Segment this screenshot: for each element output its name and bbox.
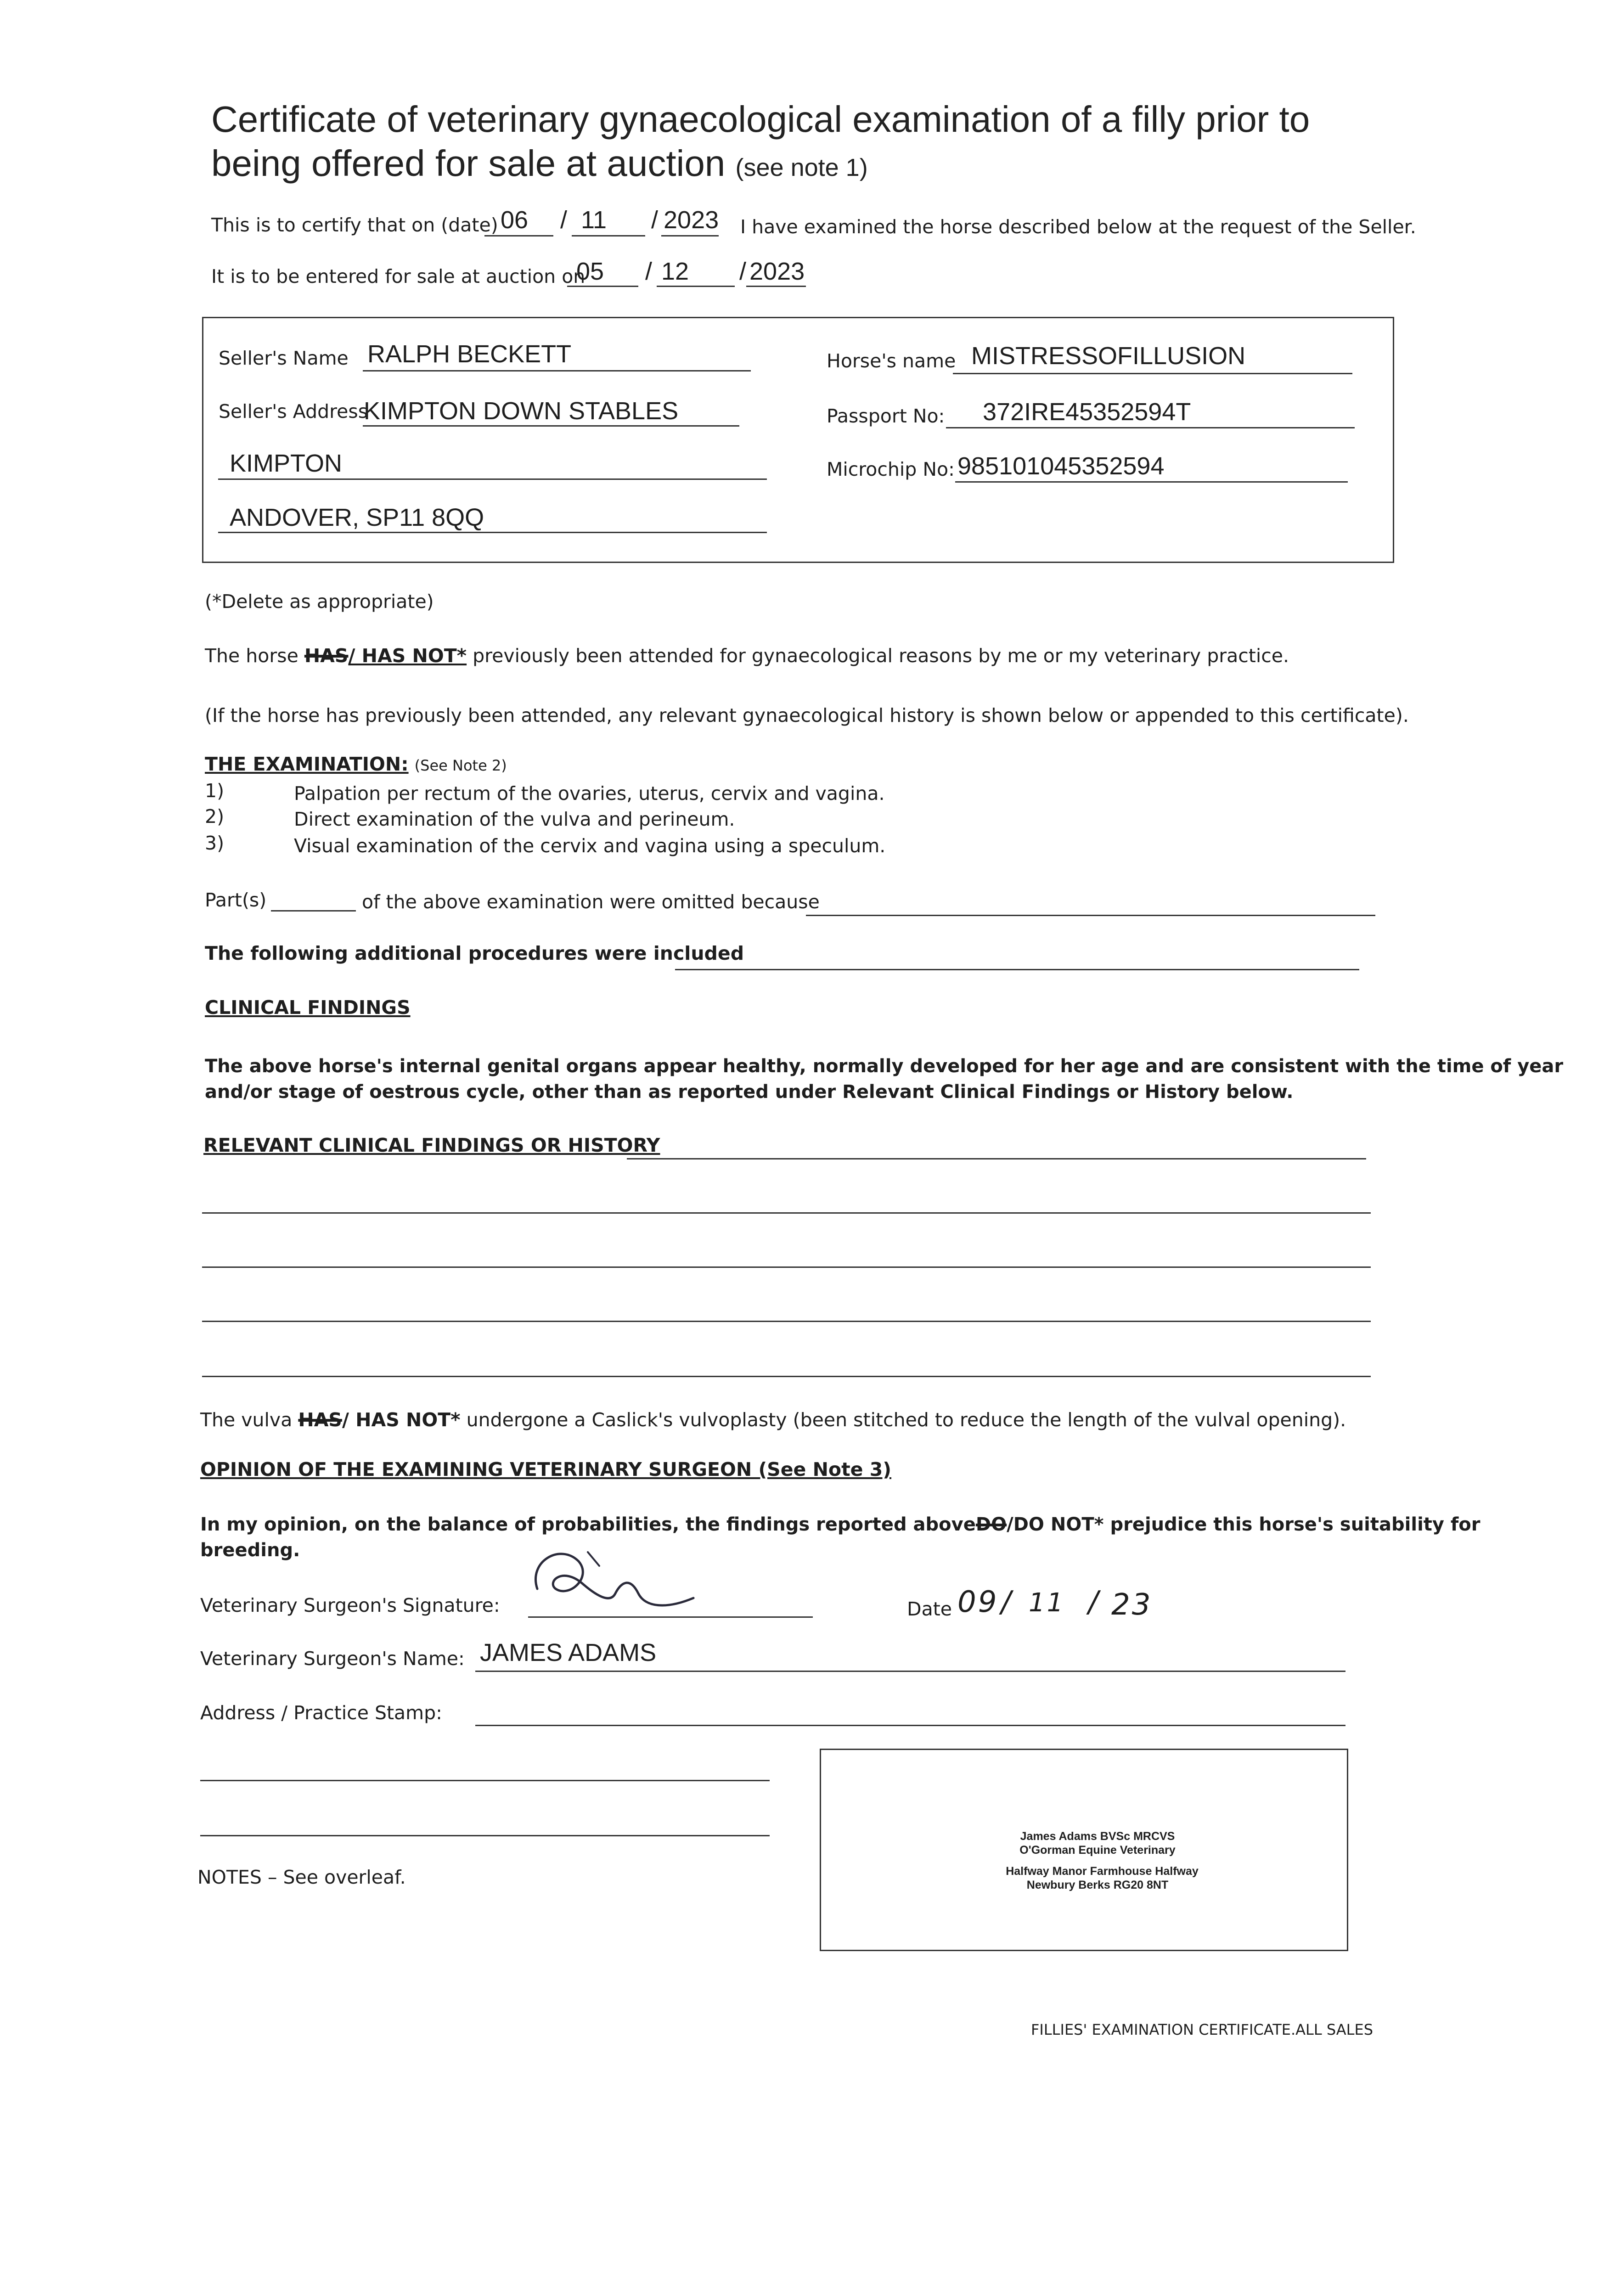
date-label: Date (907, 1598, 952, 1620)
seller-address-line-3: ANDOVER, SP11 8QQ (230, 504, 484, 531)
examination-heading: THE EXAMINATION: (See Note 2) (205, 753, 507, 775)
signature-label: Veterinary Surgeon's Signature: (200, 1594, 500, 1616)
delete-note: (*Delete as appropriate) (205, 591, 434, 613)
vulva-choice: / HAS NOT* (342, 1409, 461, 1431)
attended-struck: HAS (304, 645, 349, 667)
additional-procedures: The following additional procedures were included (205, 942, 744, 964)
sign-date-day: 09 (957, 1585, 999, 1619)
opinion-choice: /DO NOT* (1007, 1514, 1104, 1535)
sign-date-month: 11 (1029, 1588, 1065, 1618)
clinical-line-2: and/or stage of oestrous cycle, other than as reported under Relevant Clinical Findings or History below. (205, 1081, 1294, 1103)
stamp-line-2: O'Gorman Equine Veterinary (1019, 1844, 1176, 1857)
certify-day: 06 (501, 206, 529, 234)
vulva-struck: HAS (298, 1409, 342, 1431)
opinion-line-2: breeding. (200, 1540, 300, 1561)
horse-name-label: Horse's name (827, 350, 956, 372)
attended-choice: / HAS NOT* (348, 645, 467, 667)
title-main: being offered for sale at auction (211, 143, 726, 184)
relevant-heading: RELEVANT CLINICAL FINDINGS OR HISTORY (203, 1134, 660, 1156)
opinion-struck: DO (975, 1514, 1007, 1535)
stamp-line-4: Newbury Berks RG20 8NT (1026, 1879, 1169, 1891)
vulva-line: The vulva HAS/ HAS NOT* undergone a Caslick's vulvoplasty (been stitched to reduce the length of the vulval opening). (200, 1409, 1346, 1431)
stamp-line-1: James Adams BVSc MRCVS (1020, 1830, 1175, 1843)
auction-prefix: It is to be entered for sale at auction on (211, 265, 585, 287)
certify-month: 11 (581, 206, 607, 234)
notes: NOTES – See overleaf. (197, 1866, 406, 1888)
signature-image (519, 1534, 712, 1626)
passport-label: Passport No: (827, 405, 945, 427)
attended-line: The horse HAS/ HAS NOT* previously been attended for gynaecological reasons by me or my veterinary practice. (205, 645, 1289, 667)
opinion-line-1: In my opinion, on the balance of probabilities, the findings reported aboveDO/DO NOT* prejudice this horse's suitability for (200, 1514, 1481, 1535)
vet-name-label: Veterinary Surgeon's Name: (200, 1648, 465, 1670)
omitted-middle: of the above examination were omitted because (362, 891, 820, 913)
passport-value: 372IRE45352594T (983, 398, 1191, 426)
title-line-1: Certificate of veterinary gynaecological examination of a filly prior to (211, 99, 1310, 140)
certify-prefix: This is to certify that on (date) (211, 214, 498, 236)
microchip-label: Microchip No: (827, 458, 955, 480)
seller-address-line-1: KIMPTON DOWN STABLES (364, 397, 679, 425)
exam-item-1-text: Palpation per rectum of the ovaries, uterus, cervix and vagina. (294, 782, 885, 805)
exam-item-3-text: Visual examination of the cervix and vagina using a speculum. (294, 835, 886, 857)
exam-item-1-num: 1) (205, 780, 225, 802)
opinion-heading: OPINION OF THE EXAMINING VETERINARY SURGEON (See Note 3) (200, 1458, 892, 1480)
horse-name-value: MISTRESSOFILLUSION (971, 342, 1246, 370)
auction-month: 12 (661, 258, 689, 285)
clinical-heading: CLINICAL FINDINGS (205, 996, 411, 1019)
seller-address-line-2: KIMPTON (230, 450, 343, 477)
seller-name-value: RALPH BECKETT (367, 340, 572, 368)
history-note: (If the horse has previously been attended, any relevant gynaecological history is shown below or appended to this certificate). (205, 704, 1409, 726)
footer: FILLIES' EXAMINATION CERTIFICATE.ALL SALES (1031, 2021, 1373, 2038)
exam-item-3-num: 3) (205, 832, 225, 854)
exam-item-2-num: 2) (205, 805, 225, 827)
address-stamp-label: Address / Practice Stamp: (200, 1702, 442, 1724)
exam-item-2-text: Direct examination of the vulva and perineum. (294, 808, 735, 830)
auction-day: 05 (576, 258, 604, 285)
title-line-2 (211, 141, 868, 190)
seller-address-label: Seller's Address (219, 400, 368, 422)
vet-name-value: JAMES ADAMS (480, 1639, 657, 1666)
seller-name-label: Seller's Name (219, 347, 349, 369)
stamp-line-3: Halfway Manor Farmhouse Halfway (1006, 1865, 1199, 1878)
certify-suffix: I have examined the horse described below at the request of the Seller. (740, 216, 1416, 238)
omitted-prefix: Part(s) (205, 889, 267, 911)
auction-year: 2023 (749, 258, 805, 285)
sign-date-year: 23 (1111, 1588, 1153, 1622)
clinical-line-1: The above horse's internal genital organs appear healthy, normally developed for her age and are consistent with the time of year (205, 1056, 1564, 1077)
certify-year: 2023 (664, 206, 719, 234)
title-note: (see note 1) (735, 154, 868, 181)
microchip-value: 985101045352594 (957, 452, 1165, 480)
